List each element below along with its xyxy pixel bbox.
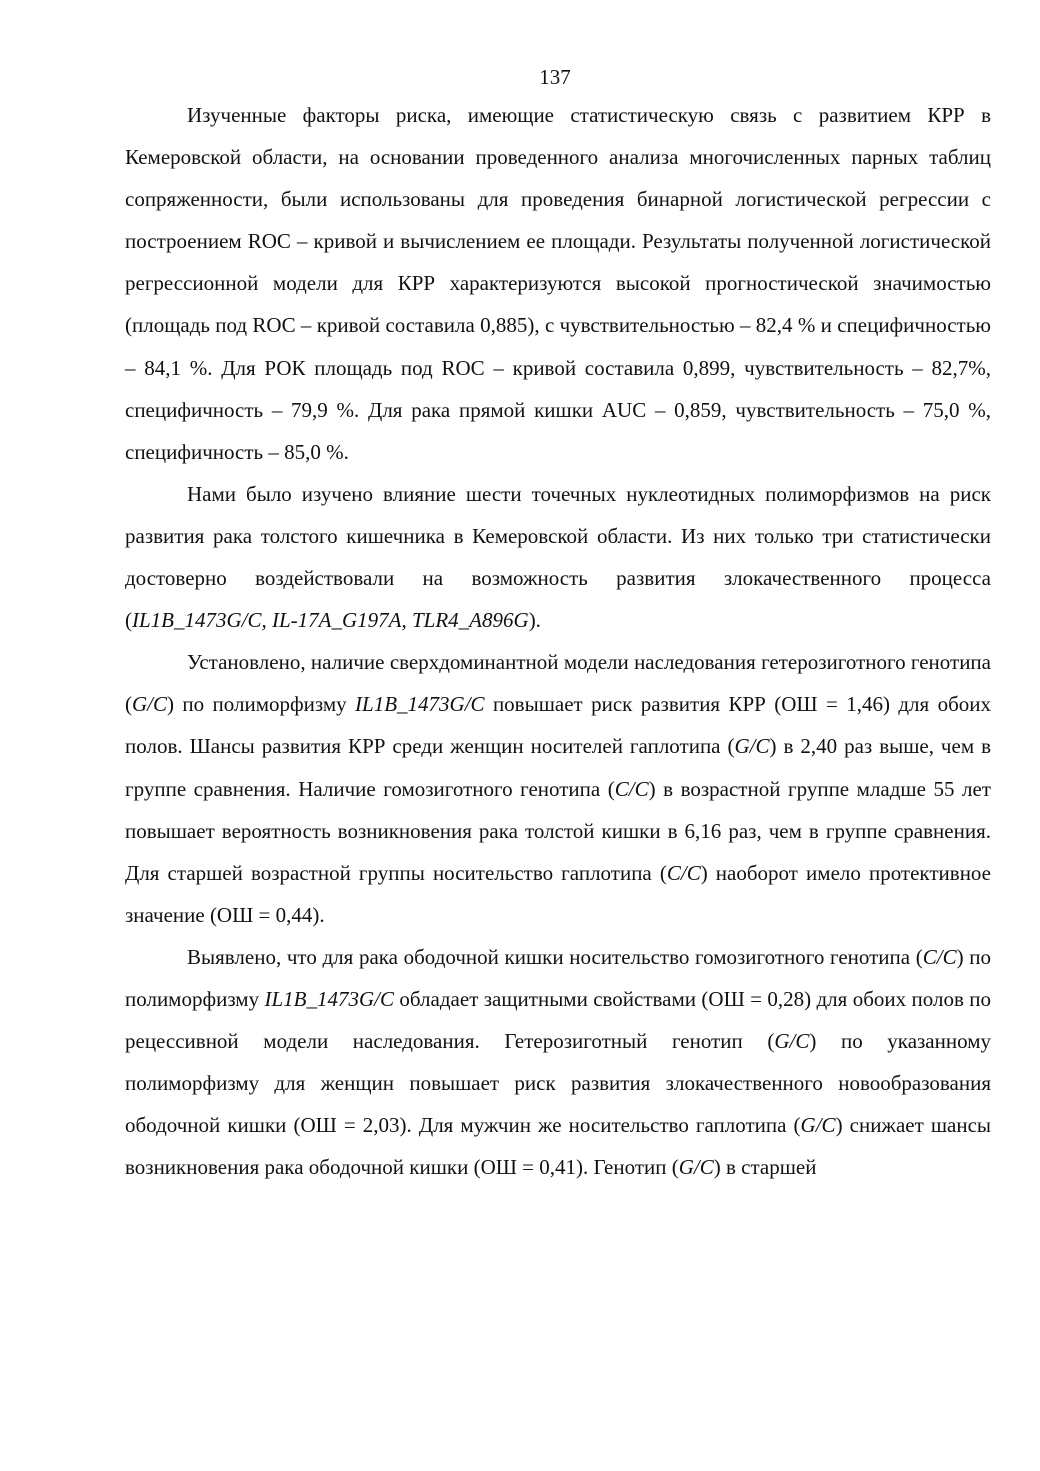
text-segment: Выявлено, что для рака ободочной кишки носительство гомозиготного генотипа (: [187, 944, 923, 969]
genotype-term: G/C: [774, 1029, 810, 1054]
text-segment: повышает риск развития КРР (ОШ = 1,46) для обоих полов. Шансы развития КРР среди женщин носителей гаплотипа (: [125, 692, 991, 759]
text-segment: Нами было изучено влияние шести точечных нуклеотидных полиморфизмов на риск развития рака толстого кишечника в Кемеровской области. Из них только три статистически достоверно воздействовали на возможность развития злокачественного процесса (: [125, 481, 991, 633]
paragraph-colon-cancer: [125, 936, 991, 1189]
gene-term: IL1B_1473G/C: [264, 986, 395, 1011]
text-segment: ) в 2,40 раз выше, чем в группе сравнения. Наличие гомозиготного генотипа (: [125, 734, 992, 801]
genotype-term: G/C: [734, 734, 770, 759]
genotype-term: G/C: [800, 1113, 836, 1138]
text-segment: ) в возрастной группе младше 55 лет повышает вероятность возникновения рака толстой кишки в 6,16 раз, чем в группе сравнения. Для старшей возрастной группы носительство гаплотипа (: [125, 776, 991, 885]
text-segment: ) по указанному полиморфизму для женщин повышает риск развития злокачественного новообразования ободочной кишки (ОШ = 2,03). Для мужчин же носительство гаплотипа (: [125, 1029, 991, 1138]
text-segment: ) по полиморфизму: [167, 692, 356, 717]
paragraph-polymorphisms: [125, 473, 991, 641]
text-segment: ).: [528, 608, 541, 633]
gene-list: IL1B_1473G/C, IL-17A_G197A, TLR4_A896G: [132, 608, 529, 633]
text-segment: обладает защитными свойствами (ОШ = 0,28) для обоих полов по рецессивной модели наследования. Гетерозиготный генотип (: [125, 986, 991, 1054]
document-body: [125, 94, 991, 1188]
genotype-term: G/C: [678, 1155, 714, 1180]
gene-term: IL1B_1473G/C: [355, 692, 485, 717]
genotype-term: C/C: [614, 776, 649, 801]
page-number: 137: [539, 65, 571, 89]
text-segment: ) снижает шансы возникновения рака ободочной кишки (ОШ = 0,41). Генотип (: [125, 1113, 991, 1180]
genotype-term: C/C: [922, 944, 957, 969]
paragraph-risk-factors: [125, 94, 991, 473]
text-segment: ) в старшей: [713, 1155, 817, 1180]
genotype-term: C/C: [666, 860, 701, 885]
text-segment: Установлено, наличие сверхдоминантной модели наследования гетерозиготного генотипа (: [125, 650, 991, 717]
paragraph-overdominant-model: [125, 641, 991, 936]
text-segment: ) по полиморфизму: [125, 944, 992, 1011]
text-segment: ) наоборот имело протективное значение (ОШ = 0,44).: [125, 860, 992, 927]
genotype-term: G/C: [132, 692, 168, 717]
text-segment: Изученные факторы риска, имеющие статистическую связь с развитием КРР в Кемеровской области, на основании проведенного анализа многочисленных парных таблиц сопряженности, были использованы для проведения бинарной логистической регрессии с построением ROC – кривой и вычислением ее площади. Результаты полученной логистической регрессионной модели для КРР характеризуются высокой прогностической значимостью (площадь под ROC – кривой составила 0,885), с чувствительностью – 82,4 % и специфичностью – 84,1 %. Для РОК площадь под ROC – кривой составила 0,899, чувствительность – 82,7%, специфичность – 79,9 %. Для рака прямой кишки AUC – 0,859, чувствительность – 75,0 %, специфичность – 85,0 %.: [125, 103, 991, 464]
